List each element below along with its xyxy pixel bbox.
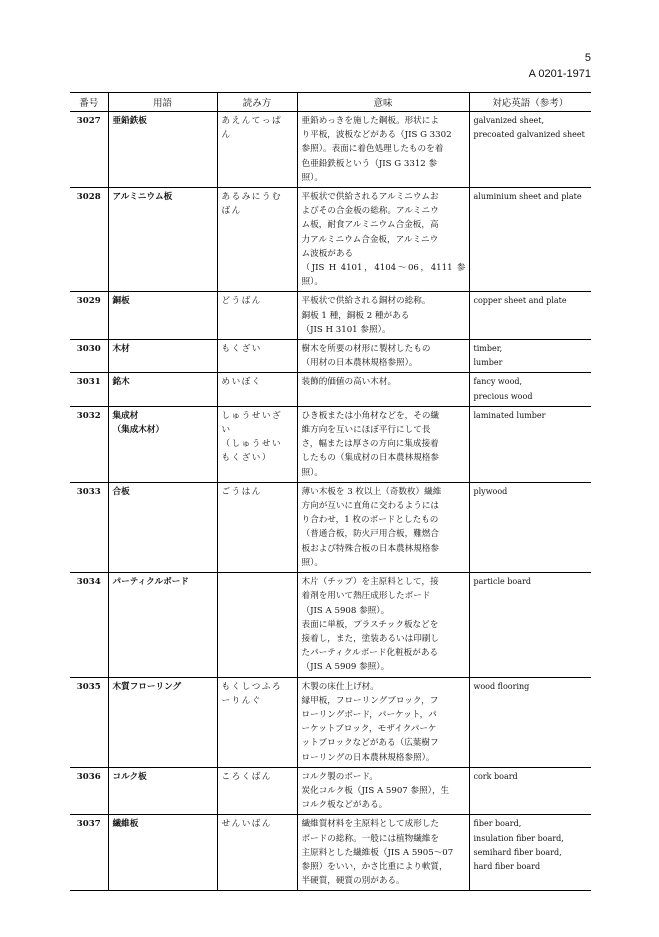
table-row <box>70 815 591 891</box>
term-reading <box>217 188 297 292</box>
term-english-line: fancy wood, <box>473 377 523 387</box>
term-meaning-line: 色亜鉛鉄板という（JIS G 3312 参 <box>301 158 438 169</box>
term-name-line: 合板 <box>112 486 130 497</box>
term-english-line: fiber board, <box>473 819 522 829</box>
table-body <box>70 112 591 891</box>
term-meaning-line: 薄い木板を 3 枚以上（奇数枚）繊維 <box>301 486 442 497</box>
table-row <box>70 573 591 677</box>
term-english <box>469 188 591 292</box>
term-meaning-line: 主原料とした繊維板（JIS A 5905～07 <box>301 847 454 858</box>
term-reading <box>217 112 297 188</box>
term-meaning-line: 炭化コルク板（JIS A 5907 参照），生 <box>301 785 450 796</box>
term-name-line: コルク板 <box>112 771 147 782</box>
term-english-line: semihard fiber board, <box>473 847 562 857</box>
term-reading <box>217 573 297 677</box>
term-meaning-line: たパーティクルボード化粧板がある <box>301 648 439 659</box>
header-term: 用語 <box>108 93 217 112</box>
term-meaning <box>297 188 469 292</box>
term-english-line: plywood <box>473 486 508 496</box>
term-meaning-line: 縁甲板，フローリングブロック，フ <box>301 695 439 706</box>
term-english <box>469 573 591 677</box>
term-meaning-line: 半硬質，硬質の別がある。 <box>301 876 405 887</box>
term-english <box>469 815 591 891</box>
document-id: A 0201-1971 <box>528 68 591 80</box>
term-name <box>108 767 217 815</box>
term-reading <box>217 292 297 340</box>
term-meaning <box>297 340 469 373</box>
term-meaning-line: 銅板 1 種，銅板 2 種がある <box>301 310 410 321</box>
term-english-line: insulation fiber board, <box>473 833 564 843</box>
term-meaning <box>297 112 469 188</box>
term-number: 3032 <box>70 406 108 482</box>
term-meaning-line: り合わせ，1 枚のボードとしたもの <box>301 515 439 526</box>
term-meaning-line: 着剤を用いて熱圧成形したボード <box>301 591 431 602</box>
term-reading <box>217 815 297 891</box>
term-meaning-line: （用材の日本農林規格参照）。 <box>301 358 418 369</box>
term-meaning-line: （普通合板，防火戸用合板，難燃合 <box>301 529 440 540</box>
term-meaning-line: 照）。 <box>301 467 323 478</box>
term-meaning <box>297 406 469 482</box>
term-english-line: timber, <box>473 344 503 354</box>
term-name-line: 集成材 <box>112 410 139 421</box>
term-meaning <box>297 815 469 891</box>
term-meaning-line: り平板，波板などがある（JIS G 3302 <box>301 130 452 141</box>
term-reading <box>217 340 297 373</box>
term-number: 3036 <box>70 767 108 815</box>
term-reading-line: あえんてっぱ <box>221 116 283 126</box>
term-meaning-line: 板および特殊合板の日本農林規格参 <box>301 543 440 554</box>
term-name-line: 亜鉛鉄板 <box>112 116 147 126</box>
term-reading-line: せんいばん <box>221 819 272 830</box>
term-name <box>108 677 217 767</box>
term-meaning-line: ローリングの日本農林規格参照）。 <box>301 752 435 763</box>
term-english-line: laminated lumber <box>473 410 546 420</box>
term-number: 3033 <box>70 482 108 572</box>
term-meaning-line: （JIS A 5909 参照）。 <box>301 662 390 673</box>
term-meaning-line: ローリングボード，パーケット，パ <box>301 709 437 720</box>
term-meaning-line: ム波板がある <box>301 248 354 259</box>
term-name <box>108 406 217 482</box>
term-meaning-line: ボードの総称。一般には植物繊維を <box>301 833 440 844</box>
term-name <box>108 373 217 406</box>
term-english <box>469 373 591 406</box>
term-meaning-line: 方向が互いに直角に交わるようには <box>301 501 440 512</box>
term-reading-line: あるみにうむ <box>221 192 283 203</box>
term-meaning-line: 照）。 <box>301 557 323 568</box>
term-english <box>469 292 591 340</box>
table-row <box>70 340 591 373</box>
term-name <box>108 188 217 292</box>
term-name <box>108 292 217 340</box>
term-name <box>108 573 217 677</box>
term-meaning-line: ひき板または小角材などを，その繊 <box>301 410 440 421</box>
term-reading-line: もくざい <box>221 344 262 355</box>
term-name-line: アルミニウム板 <box>112 192 173 203</box>
term-english-line: lumber <box>473 358 503 368</box>
term-meaning-line: さ，幅または厚さの方向に集成接着 <box>301 439 439 450</box>
term-name-line: 繊維板 <box>112 819 139 830</box>
term-meaning <box>297 373 469 406</box>
term-meaning-line: （JIS H 3101 参照）。 <box>301 324 391 335</box>
term-english <box>469 112 591 188</box>
header-reading: 読み方 <box>217 93 297 112</box>
term-meaning-line: 参照）。表面に着色処理したものを着 <box>301 144 444 155</box>
term-english-line: cork board <box>473 771 518 781</box>
term-meaning-line: 表面に単板，プラスチック板などを <box>301 619 439 630</box>
term-reading <box>217 406 297 482</box>
term-meaning-line: 平板状で供給される銅材の総称。 <box>301 296 431 307</box>
term-number: 3035 <box>70 677 108 767</box>
header-number: 番号 <box>70 93 108 112</box>
term-meaning-line: 亜鉛めっきを施した鋼板。形状によ <box>301 116 439 126</box>
term-meaning-line: （JIS H 4101，4104～06，4111 参照）。 <box>301 263 466 288</box>
term-english <box>469 340 591 373</box>
term-meaning-line: 力アルミニウム合金板，アルミニウ <box>301 234 439 245</box>
term-number: 3031 <box>70 373 108 406</box>
term-reading-line: どうばん <box>221 296 262 307</box>
term-name-line: パーティクルボード <box>112 577 189 588</box>
term-meaning-line: 繊維質材料を主原料として成形した <box>301 819 440 830</box>
term-meaning <box>297 292 469 340</box>
term-english-line: copper sheet and plate <box>473 296 567 306</box>
table-row <box>70 373 591 406</box>
term-name <box>108 815 217 891</box>
term-meaning <box>297 573 469 677</box>
term-reading <box>217 482 297 572</box>
term-reading-line: ばん <box>221 206 242 217</box>
page-number: 5 <box>584 52 591 64</box>
table-row <box>70 677 591 767</box>
table-row <box>70 292 591 340</box>
term-meaning-line: したもの（集成材の日本農林規格参 <box>301 453 440 464</box>
term-meaning-line: よびその合金板の総称。アルミニウ <box>301 206 439 217</box>
term-meaning-line: 木片（チップ）を主原料として，接 <box>301 577 439 588</box>
term-english <box>469 767 591 815</box>
term-meaning-line: コルク板などがある。 <box>301 800 388 811</box>
term-name <box>108 340 217 373</box>
term-meaning <box>297 767 469 815</box>
term-number: 3028 <box>70 188 108 292</box>
term-english-line: galvanized sheet, <box>473 116 545 125</box>
term-name <box>108 112 217 188</box>
term-meaning-line: ーケットブロック，モザイクパーケ <box>301 724 437 735</box>
term-reading-line: ーりんぐ <box>221 695 262 706</box>
term-meaning-line: ットブロックなどがある（広葉樹フ <box>301 738 439 749</box>
term-meaning-line: （JIS A 5908 参照）。 <box>301 605 390 616</box>
term-english <box>469 677 591 767</box>
table-row <box>70 482 591 572</box>
table-row <box>70 406 591 482</box>
term-reading-line: しゅうせいざ <box>221 410 283 421</box>
term-meaning-line: 平板状で供給されるアルミニウムお <box>301 192 439 203</box>
header-meaning: 意味 <box>297 93 469 112</box>
term-reading-line: （しゅうせい <box>221 439 283 450</box>
term-number: 3027 <box>70 112 108 188</box>
term-english-line: precoated galvanized sheet <box>473 130 585 140</box>
table-row <box>70 188 591 292</box>
term-english-line: aluminium sheet and plate <box>473 192 582 202</box>
term-meaning <box>297 677 469 767</box>
term-reading-line: い <box>221 425 232 436</box>
table-header-row <box>70 93 591 112</box>
header-english: 対応英語（参考） <box>469 93 591 112</box>
term-meaning-line: 木製の床仕上げ材。 <box>301 681 379 692</box>
term-english-line: wood flooring <box>473 681 530 691</box>
term-meaning-line: 照）。 <box>301 172 323 183</box>
term-reading-line: ん <box>221 130 232 141</box>
term-name-line: 銅板 <box>112 296 130 307</box>
table-row <box>70 112 591 188</box>
term-meaning <box>297 482 469 572</box>
term-number: 3030 <box>70 340 108 373</box>
term-english <box>469 482 591 572</box>
term-reading-line: ころくばん <box>221 771 272 782</box>
term-name <box>108 482 217 572</box>
term-meaning-line: 参照）をいい，かさ比重により軟質， <box>301 861 448 872</box>
term-reading-line: めいぼく <box>221 377 262 388</box>
term-number: 3029 <box>70 292 108 340</box>
term-reading-line: もくざい） <box>221 453 272 464</box>
term-reading <box>217 767 297 815</box>
term-english <box>469 406 591 482</box>
term-meaning-line: コルク製のボード。 <box>301 771 378 782</box>
term-name-line: （集成木材） <box>112 425 165 436</box>
term-name-line: 木質フローリング <box>112 681 182 692</box>
term-reading-line: もくしつふろ <box>221 681 283 692</box>
term-reading <box>217 677 297 767</box>
term-meaning-line: 維方向を互いにほぼ平行にして長 <box>301 425 431 436</box>
term-english-line: precious wood <box>473 391 533 401</box>
term-meaning-line: 接着し，また，塗装あるいは印刷し <box>301 633 440 644</box>
term-english-line: hard fiber board <box>473 861 541 871</box>
term-name-line: 銘木 <box>112 377 130 388</box>
term-number: 3034 <box>70 573 108 677</box>
term-meaning-line: ム板，耐食アルミニウム合金板，高 <box>301 220 439 231</box>
term-number: 3037 <box>70 815 108 891</box>
term-reading <box>217 373 297 406</box>
table-row <box>70 767 591 815</box>
term-english-line: particle board <box>473 577 531 587</box>
term-meaning-line: 装飾的価値の高い木材。 <box>301 377 397 388</box>
term-name-line: 木材 <box>112 344 130 355</box>
term-reading-line: ごうはん <box>221 486 262 497</box>
term-meaning-line: 樹木を所要の材形に製材したもの <box>301 344 431 355</box>
terms-table <box>70 92 591 891</box>
